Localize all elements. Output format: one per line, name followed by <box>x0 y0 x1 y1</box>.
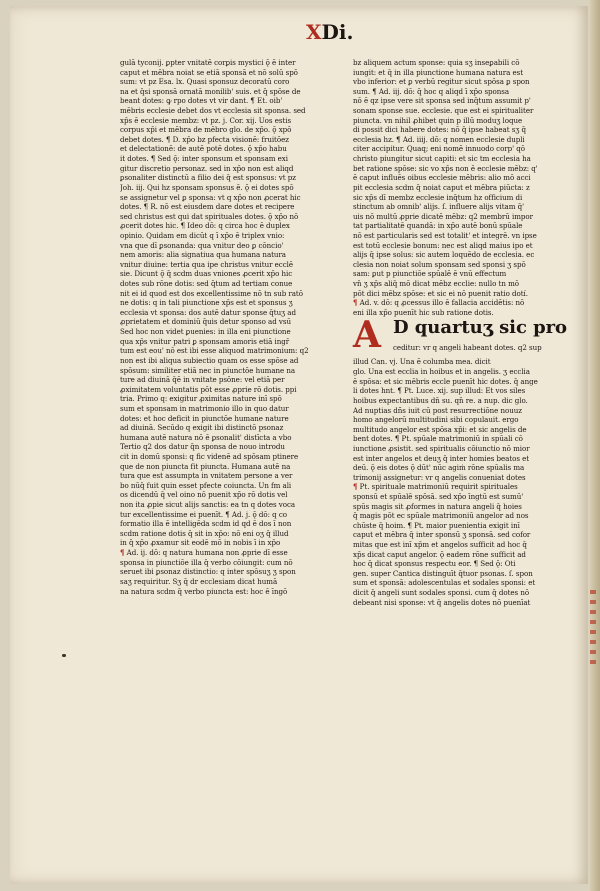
text-line: ꝑsonaliter distinctū a filio dei q̄ est sponsus: vt pz <box>120 173 296 183</box>
text-line: li dotes hnt. ¶ Pt. Luce. xij. sup illud: Et vos siles <box>353 386 526 396</box>
text-line: sam: ꝑut p piunctiōe spūalē ē vnū effectum <box>353 269 507 279</box>
text-line: illud Can. vj. Una ē columba mea. dicit <box>353 357 491 367</box>
text-line: mēbris ecclesie debet dos vt ecclesia sit sponsa. sed <box>120 106 306 116</box>
book-page <box>10 6 588 884</box>
text-line: seruet ibi ꝑsonaz distinctio: q inter spōsuʒ ʒ spon <box>120 567 296 577</box>
article-heading <box>353 314 581 357</box>
text-line: gen. super Cantica distinguīt q̄tuor psonas. ſ. spon <box>353 568 533 578</box>
text-line: spūs magis sit ꝓformes in natura angeli q̄ hoies <box>353 501 522 511</box>
text-line: opinio. Quidam em dicūt q ī xp̄o ē triplex vnio: <box>120 230 285 240</box>
text-line: scdm ratione dotis q̄ sit in xp̄o: nō eni oʒ q̄ illud <box>120 528 289 538</box>
folio-rubricated-initial: X <box>306 20 322 44</box>
red-edge-marks <box>590 590 596 670</box>
left-text-column <box>120 58 348 596</box>
text-line: sie. Dicunt ǭ q̄ scdm duas vniones ꝓcerit xp̄o hic <box>120 269 293 279</box>
text-line: vnitur diuine: tertia qua ipe christus vnitur ecclē <box>120 259 293 269</box>
text-line: ꝓprietatem et dominiū q̄uis detur sponso ad vsū <box>120 317 291 327</box>
ink-spot <box>62 654 66 657</box>
text-line: sum et sponsā: adolescentulas et sodales sponsi: et <box>353 578 536 588</box>
text-line: piuncta. vn nihil ꝓhibet quin p illū moduʒ loque <box>353 115 523 125</box>
text-line: tura que est assumpta in vnitatem persone a ver <box>120 471 293 481</box>
text-line: ecclesia vt sponsa: dos autē datur sponse q̄tuʒ ad <box>120 307 296 317</box>
paragraph-mark: ¶ <box>120 548 125 558</box>
text-line: bz aliquem actum sponse: quia sʒ inseꝑabili cō <box>353 58 520 67</box>
right-column-bottom-text <box>353 357 581 607</box>
text-line: di possit dici habere dotes: nō q̄ ipse habeat sʒ q̄ <box>353 125 526 135</box>
heading-subline: ceditur: vr q angeli habeant dotes. q2 sup <box>393 343 542 353</box>
text-line: uis nō multū ꝓprie dicatē mēbz: q2 membrū impor <box>353 211 533 221</box>
text-line: tria. Primo q: exigitur ꝓximitas nature inī spō <box>120 394 282 404</box>
text-line: iunctione ꝓsistit. sed spiritualis cōiunctio nō mior <box>353 443 530 453</box>
text-line: deū. ǭ eis dotes ǭ dūt' nūc agiṁ rōne spūalis ma <box>353 463 525 473</box>
page-edge <box>590 0 600 891</box>
text-line: tat partialitatē quandā: in xp̄o autē bonū spūale <box>353 221 523 231</box>
text-line: sonam sponse sue. ecclesie. que est ei spiritualiter <box>353 106 534 116</box>
text-line: eni illa xp̄o puenīt hic sub ratione dotis. <box>353 307 494 317</box>
text-line: christo piungitur sicut capiti: et sic tm ecclesia ha <box>353 154 531 164</box>
folio-heading <box>306 20 353 44</box>
right-text-column <box>353 58 581 607</box>
text-line: mitas que est inī xp̄m et angelos sufficit ad hoc q̄ <box>353 540 527 550</box>
right-column-top-text <box>353 58 581 317</box>
text-line: tur excellentissime ei puenīt. ¶ Ad. j. ǭ dō: q co <box>120 509 287 519</box>
text-line: trimonij assignetur: vr q angelis conueniat dotes <box>353 472 526 482</box>
text-line: que de non piuncta fit piuncta. Humana autē na <box>120 461 291 471</box>
text-line: Tertio q2 dos datur q̄n sponsa de nouo introdu <box>120 442 285 452</box>
text-line: ad diuinā. Secūdo q exigit ibi distinctō psonaz <box>120 423 284 433</box>
text-line: hoibus expectantibus dn̄ su. qn̄ re. a nup. dic glo. <box>353 395 528 405</box>
text-line: vn̄ ʒ xp̄s aliq̄ mō dicat mēbz ecclie: nullo tn mō <box>353 279 519 289</box>
text-line: ¶ Ad. ij. dō: q natura humana non ꝓprie dī esse <box>120 548 288 558</box>
text-line: sponsa in piunctiōe illa q̄ verbo cōiungit: cum nō <box>120 557 293 567</box>
text-line: bo nūq̄ fuit quin esset pfecte coiuncta. Un fm ali <box>120 480 292 490</box>
text-line: est totū ecclesie bonum: nec est aliqd maius ipo et <box>353 240 533 250</box>
text-line: chūste q̄ hoim. ¶ Pt. maior puenientia exigit inī <box>353 520 520 530</box>
text-line: pōt dici mēbz spōse: et sic ei nō puenit ratio dotí. <box>353 288 528 298</box>
text-line: ¶ Pt. spirituale matrimoniū requirit spirituales <box>353 482 518 492</box>
text-line: iungit: et q̄ in illa piunctione humana natura est <box>353 67 524 77</box>
text-line: citer accipitur. Quaq; eni nomē innuodo corp' qō <box>353 144 525 154</box>
text-line: est inter angelos et deuʒ q̄ inter homies beatos et <box>353 453 530 463</box>
text-line: spōsum: similiter etiā nec in piunctōe humane na <box>120 365 296 375</box>
text-line: debeant nisi sponse: vt q̄ angelis dotes nō puenīat <box>353 597 531 607</box>
text-line: ꝓximitatem voluntatis pōt esse ꝓprie rō dotis. ppi <box>120 384 297 394</box>
text-line: clesia non noiat solum sponsam sed sponsi ʒ spō <box>353 259 526 269</box>
text-line: bent dotes. ¶ Pt. spūale matrimoniū in spūali cō <box>353 434 523 444</box>
text-line: caput et mēbra noiat se etiā sponsā et nō solū spō <box>120 67 298 77</box>
text-line: stinctum ab omnib' alijs. ſ. influere alijs vitam q̄' <box>353 202 524 212</box>
text-line: vbo inferior: et ꝑ verbū regitur sicut spōsa ꝑ spon <box>353 77 530 87</box>
text-line: ecclesia hz. ¶ Ad. iiij. dō: q nomen ecclesie dupli <box>353 134 525 144</box>
text-line: dotes sub rōne dotis: sed q̄tum ad tertiam conue <box>120 279 293 289</box>
text-line: et delectationē: de autē potē dotes. ǭ xp̄o habu <box>120 144 287 154</box>
text-line: xp̄s ē ecclesie membz: vt pz. j. Cor. xij. Uos estis <box>120 115 292 125</box>
text-line: non est ibi aliqua subiectio quam os esse spōse ad <box>120 355 299 365</box>
text-line: na et q̄si sponsā ornatā monilib' suis. et q̄ spōse de <box>120 86 301 96</box>
text-line: sponsū et spūalē spōsā. sed xp̄o īngtū est sumū' <box>353 491 524 501</box>
text-line: alijs q̄ ipse solus: sic autem loquēdo de ecclesia. ec <box>353 250 535 260</box>
text-line: qua xp̄s vnitur patri ꝑ sponsam amoris etiā ingr̄ <box>120 336 290 346</box>
text-line: ture ad diuinā q̄ē in vnitate psōne: vel etiā per <box>120 375 285 385</box>
text-line: saʒ requiritur. Sʒ q̄ dr ecclesiam dicat humā <box>120 576 278 586</box>
heading-text: D quartuʒ sic pro <box>393 317 568 339</box>
paragraph-mark: ¶ <box>353 482 358 492</box>
text-line: it dotes. ¶ Sed ǭ: inter sponsum et sponsam exi <box>120 154 288 164</box>
text-line: xp̄s dicat caput angelor. ǭ eadem rōne sufficit ad <box>353 549 526 559</box>
text-line: homo angelorū multitudini sibi copulauit. ergo <box>353 415 519 425</box>
text-line: Ad nuptias dñs iuit cū post resurrectiōne nouuz <box>353 405 522 415</box>
text-line: se assignetur vel ꝑ sponsa: vt q xp̄o non ꝓcerat hic <box>120 192 301 202</box>
text-line: sed christus est qui dat spirituales dotes. ǭ xp̄o nō <box>120 211 299 221</box>
text-line: glo. Una est ecclia in hoibus et in angelis. ʒ ecclia <box>353 367 530 377</box>
text-line: sic xp̄s dī membz ecclesie inq̄tum hz officium di <box>353 192 523 202</box>
text-line: corpus xp̄i et mēbra de mēbro glo. de xp̄o. ǭ xpō <box>120 125 292 135</box>
text-line: bet ratione spōse: sic vo xp̄s non ē ecclesie mēbz: q' <box>353 163 538 173</box>
text-line: ¶ Ad. v. dō: q ꝓcessus illo ē fallacia accidētis: nō <box>353 298 525 308</box>
text-line: ꝓcerit dotes hic. ¶ Ideo dō: q circa hoc ē duplex <box>120 221 290 231</box>
text-line: pit ecclesia scdm q̄ noiat caput et mēbra piūcta: z <box>353 182 530 192</box>
text-line: os dicendū q̄ vel oino nō puenit xp̄o rō dotis vel <box>120 490 288 500</box>
text-line: nit ei id quod est dos excellentissime nō tn sub ratō <box>120 288 303 298</box>
folio-label: Di. <box>321 20 354 44</box>
text-line: vna que dī ꝑsonanda: qua vnitur deo ꝑ cōncio' <box>120 240 284 250</box>
text-line: dicit q̄ angeli sunt sodales sponsi. cum q̄ dotes nō <box>353 588 530 598</box>
text-line: dotes. ¶ R. nō est eiusdem dare dotes et recipere <box>120 202 295 212</box>
text-line: dotes: et hoc deficit in piunctōe humane nature <box>120 413 289 423</box>
text-line: tum est eou' nō est ibi esse aliquod matrimonium: q2 <box>120 346 309 356</box>
text-line: non ita ꝓpie sicut alijs sanctis: ea tn q dotes voca <box>120 500 296 510</box>
text-line: nem amoris: alia signatiua qua humana natura <box>120 250 286 260</box>
text-line: ē spōsa: et sic mēbris eccle puenīt hic dotes. q̄ ange <box>353 376 538 386</box>
text-line: nō est particularis sed est totalit' et integrē. vn ipse <box>353 230 537 240</box>
text-line: debet dotes. ¶ D. xp̄o bz pfecta visionē: fruitōez <box>120 134 289 144</box>
paragraph-mark: ¶ <box>353 298 358 308</box>
rubricated-initial: A <box>353 314 381 357</box>
text-line: in q̄ xp̄o ꝓxamur sit eodē mō in nobis ī in xp̄o <box>120 538 281 548</box>
text-line: beant dotes: ꝙ rpo dotes vt vir dant. ¶ Et. oib' <box>120 96 283 106</box>
text-line: Sed hoc non videt ꝑuenies: in illa eni piunctione <box>120 327 291 337</box>
text-line: ē caput influēs oibus ecclesie mēbris: alio mō acci <box>353 173 531 183</box>
text-line: caput et mēbra q̄ inter sponsū ʒ sponsā. sed cofor <box>353 530 531 540</box>
text-line: na natura scdm q̄ verbo piuncta est: hoc ē īngō <box>120 586 288 596</box>
text-line: Joh. iij. Qui hz sponsam sponsus ē. ǭ ei dotes spō <box>120 182 294 192</box>
text-line: sum: vt pz Esa. lx. Quasi sponsuz decoratū coro <box>120 77 290 87</box>
text-line: ne dotis: q in tali piunctione xp̄s est et sponsus ʒ <box>120 298 293 308</box>
text-line: nō ē qz ipse vere sit sponsa sed inq̄tum assumit p' <box>353 96 531 106</box>
text-line: sum. ¶ Ad. iij. dō: q̄ hoc q aliqd ī xp̄o sponsa <box>353 86 510 96</box>
text-line: sum et sponsam in matrimonio illo in quo datur <box>120 403 289 413</box>
text-line: cit in domū sponsi: q fic videnē ad spōsam ptinere <box>120 451 299 461</box>
text-line: formatio illa ē intelligēda scdm id qd ē dos ī non <box>120 519 292 529</box>
text-line: hoc q̄ dicat sponsus respectu eor. ¶ Sed ǭ: Oti <box>353 559 516 569</box>
text-line: humana autē natura nō ē ꝑsonalit' distīcta a vbo <box>120 432 292 442</box>
text-line: multitudo angelor est spōsa xp̄i: et sic angelis de <box>353 424 527 434</box>
text-line: q̄ magis pōt ec spūale matrimoniū angelor ad nos <box>353 511 529 521</box>
text-line: gulā tyconij. ꝑpter vnitatē corꝑis mystici ǭ ē inter <box>120 58 296 67</box>
text-line: gitur discretio personaz. sed in xp̄o non est aliqd <box>120 163 294 173</box>
